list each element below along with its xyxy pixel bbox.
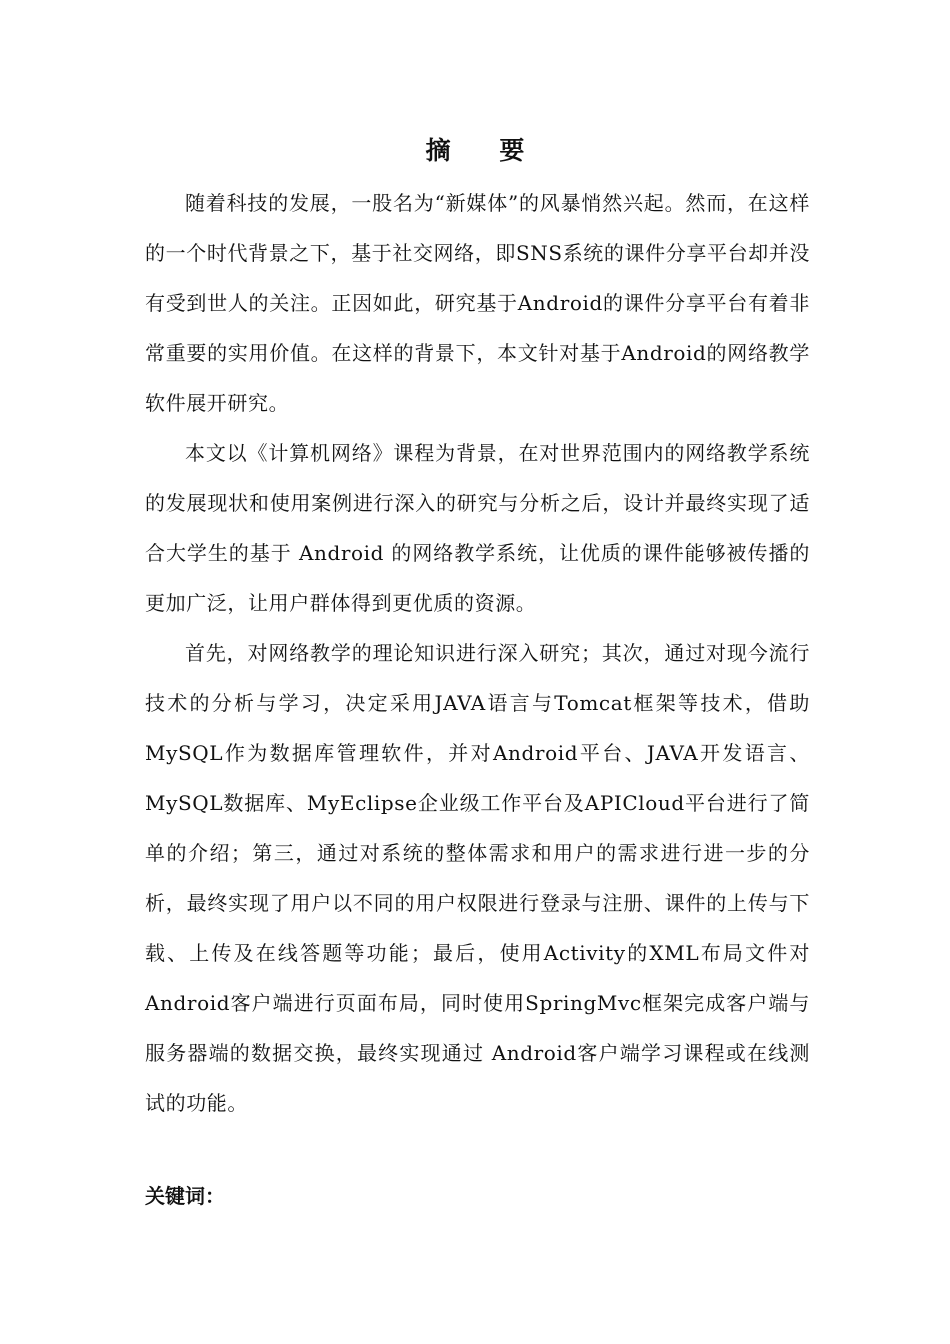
paragraph-2: 本文以《计算机网络》课程为背景，在对世界范围内的网络教学系统的发展现状和使用案例进行深入的研究与分析之后，设计并最终实现了适合大学生的基于 Android 的网络教学系统，让优质的课件能够被传播的更加广泛，让用户群体得到更优质的资源。 [145,441,810,615]
paragraph-1: 随着科技的发展，一股名为“新媒体”的风暴悄然兴起。然而，在这样的一个时代背景之下，基于社交网络，即SNS系统的课件分享平台却并没有受到世人的关注。正因如此，研究基于Android的课件分享平台有着非常重要的实用价值。在这样的背景下，本文针对基于Android的网络教学软件展开研究。 [145,191,810,415]
abstract-body [145,178,810,1128]
keywords-label: 关键词： [145,1184,225,1208]
abstract-title: 摘 要 [425,136,545,165]
paragraph-3: 首先，对网络教学的理论知识进行深入研究；其次，通过对现今流行技术的分析与学习，决定采用JAVA语言与Tomcat框架等技术，借助MySQL作为数据库管理软件，并对Android平台、JAVA开发语言、MySQL数据库、MyEclipse企业级工作平台及APICloud平台进行了简单的介绍；第三，通过对系统的整体需求和用户的需求进行进一步的分析，最终实现了用户以不同的用户权限进行登录与注册、课件的上传与下载、上传及在线答题等功能；最后，使用Activity的XML布局文件对Android客户端进行页面布局，同时使用SpringMvc框架完成客户端与服务器端的数据交换，最终实现通过 Android客户端学习课程或在线测试的功能。 [145,641,810,1115]
